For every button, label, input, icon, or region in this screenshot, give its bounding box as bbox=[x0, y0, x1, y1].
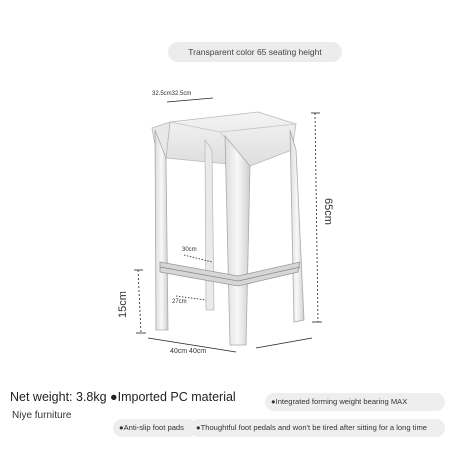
feature-pill-weight: ●Integrated forming weight bearing MAX bbox=[265, 393, 445, 411]
feature-pill-antislip: ●Anti-slip foot pads bbox=[113, 419, 197, 437]
footrest-height-label: 15cm bbox=[117, 291, 129, 318]
inner-width-label: 27cm bbox=[172, 299, 187, 305]
brand-name: Niye furniture bbox=[12, 410, 72, 421]
top-width-label: 32.5cm32.5cm bbox=[152, 91, 192, 97]
title-pill: Transparent color 65 seating height bbox=[168, 42, 342, 62]
inner-depth-label: 30cm bbox=[182, 247, 197, 253]
stool-seat bbox=[152, 112, 296, 166]
feature-pill-pedals: ●Thoughtful foot pedals and won't be tired after sitting for a long time bbox=[190, 419, 445, 437]
base-label: 40cm 40cm bbox=[170, 348, 207, 355]
stool-legs bbox=[155, 130, 304, 345]
net-weight-text: Net weight: 3.8kg ●Imported PC material bbox=[10, 390, 236, 404]
height-label: 65cm bbox=[322, 198, 334, 225]
